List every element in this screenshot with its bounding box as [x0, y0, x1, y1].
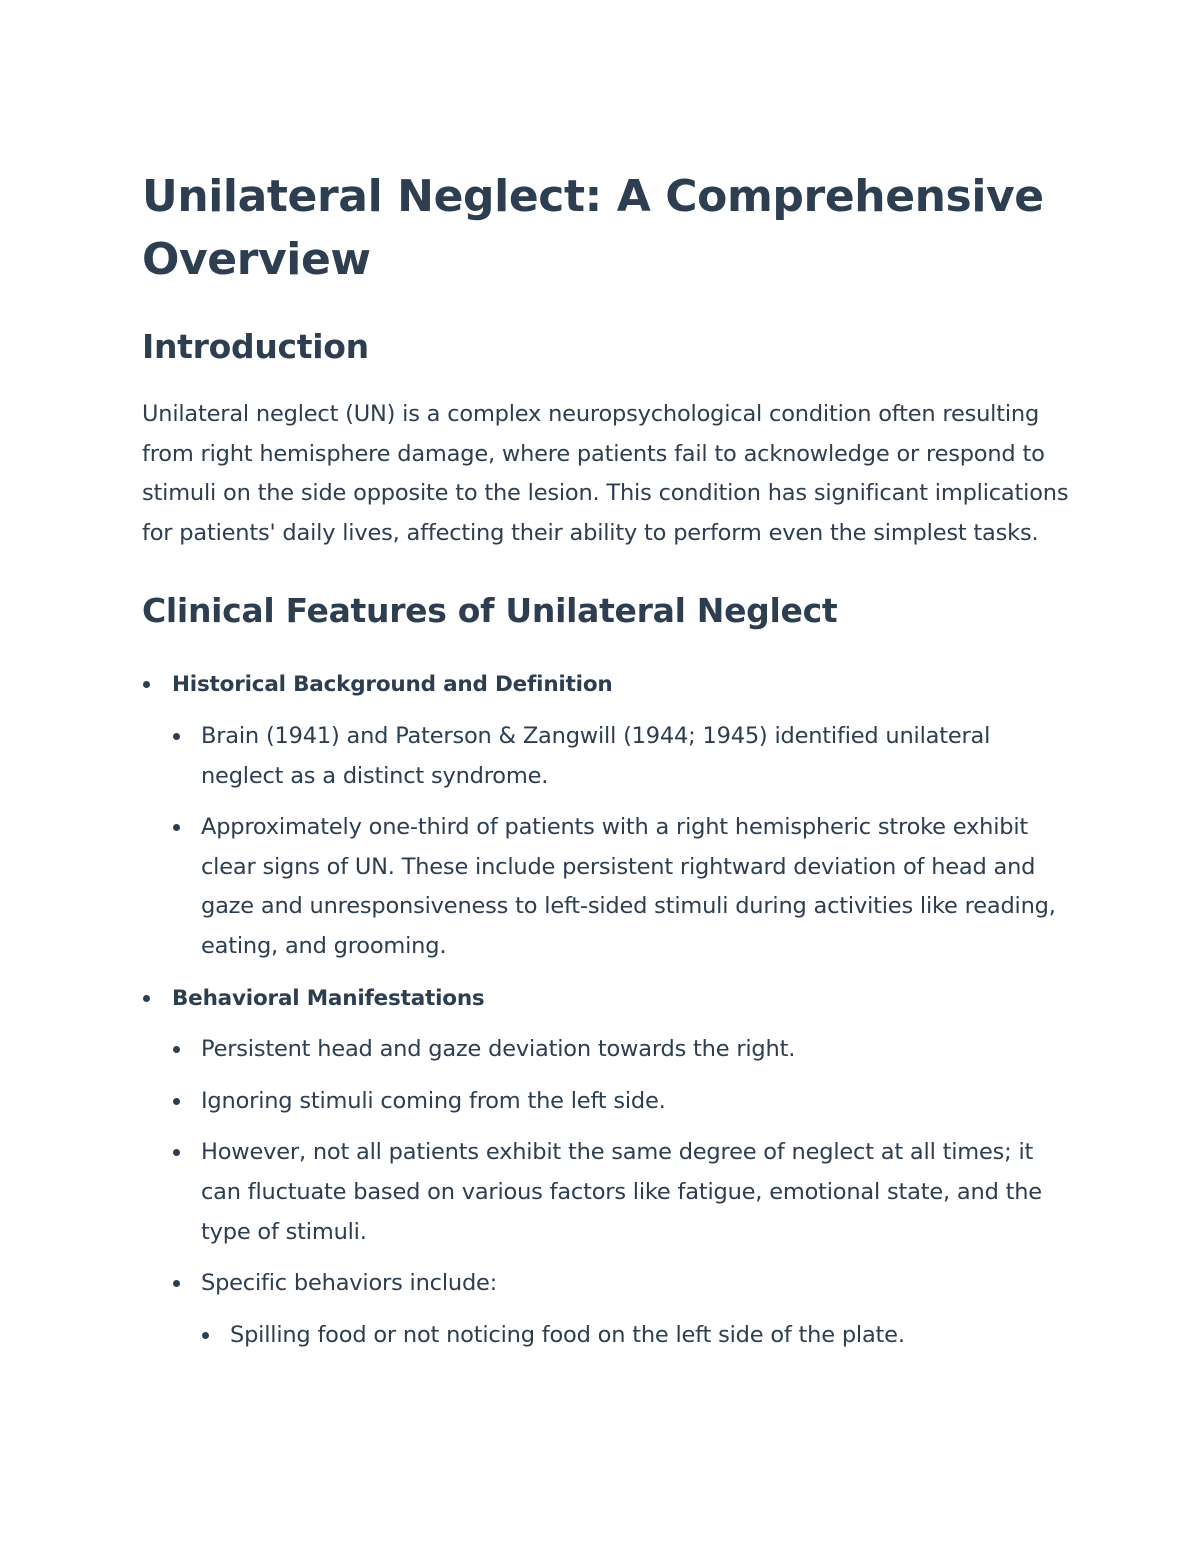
bullet-icon [202, 1332, 209, 1339]
list-item [172, 808, 1072, 966]
bullet-icon [173, 1149, 180, 1156]
list-item-text: Spilling food or not noticing food on the left side of the plate. [230, 1321, 905, 1348]
clinical-features-list [142, 665, 1072, 1355]
bullet-icon [173, 1280, 180, 1287]
bullet-icon [173, 824, 180, 831]
bullet-icon [173, 1046, 180, 1053]
list-item-text: Specific behaviors include: [201, 1270, 498, 1297]
section-label: Behavioral Manifestations [172, 985, 485, 1011]
specific-behaviors-sublist [201, 1316, 1072, 1356]
page-title: Unilateral Neglect: A Comprehensive Overview [142, 171, 1044, 285]
list-item [172, 1082, 1072, 1122]
list-item [172, 1030, 1072, 1070]
list-item [172, 717, 1072, 796]
list-item-text: Ignoring stimuli coming from the left side. [201, 1087, 666, 1114]
bullet-icon [143, 995, 150, 1002]
historical-background-sublist [172, 717, 1072, 967]
list-item-text: Persistent head and gaze deviation towards the right. [201, 1036, 796, 1063]
list-item [201, 1316, 1072, 1356]
bullet-icon [173, 1098, 180, 1105]
bullet-icon [173, 733, 180, 740]
bullet-icon [143, 681, 150, 688]
document-page [142, 165, 1072, 1355]
list-item-text: However, not all patients exhibit the same degree of neglect at all times; it can fluctuate based on various factors like fatigue, emotional state, and the type of stimuli. [201, 1139, 1042, 1245]
list-item-text: Approximately one-third of patients with a right hemispheric stroke exhibit clear signs of UN. These include persistent rightward deviation of head and gaze and unresponsiveness to left-sided stimuli during activities like reading, eating, and grooming. [201, 814, 1056, 959]
behavioral-manifestations-sublist [172, 1030, 1072, 1355]
list-item [172, 1133, 1072, 1252]
list-item-text: Brain (1941) and Paterson & Zangwill (1944; 1945) identified unilateral neglect as a distinct syndrome. [201, 722, 991, 789]
section-label: Historical Background and Definition [172, 672, 613, 698]
clinical-features-heading: Clinical Features of Unilateral Neglect [142, 591, 838, 631]
introduction-heading: Introduction [142, 327, 369, 366]
list-item-historical-background [142, 665, 1072, 966]
introduction-paragraph: Unilateral neglect (UN) is a complex neuropsychological condition often resulting from right hemisphere damage, where patients fail to acknowledge or respond to stimuli on the side opposite to the lesion. This condition has significant implications for patients' daily lives, affecting their ability to perform even the simplest tasks. [142, 401, 1069, 546]
list-item-behavioral-manifestations [142, 979, 1072, 1356]
list-item [172, 1264, 1072, 1355]
